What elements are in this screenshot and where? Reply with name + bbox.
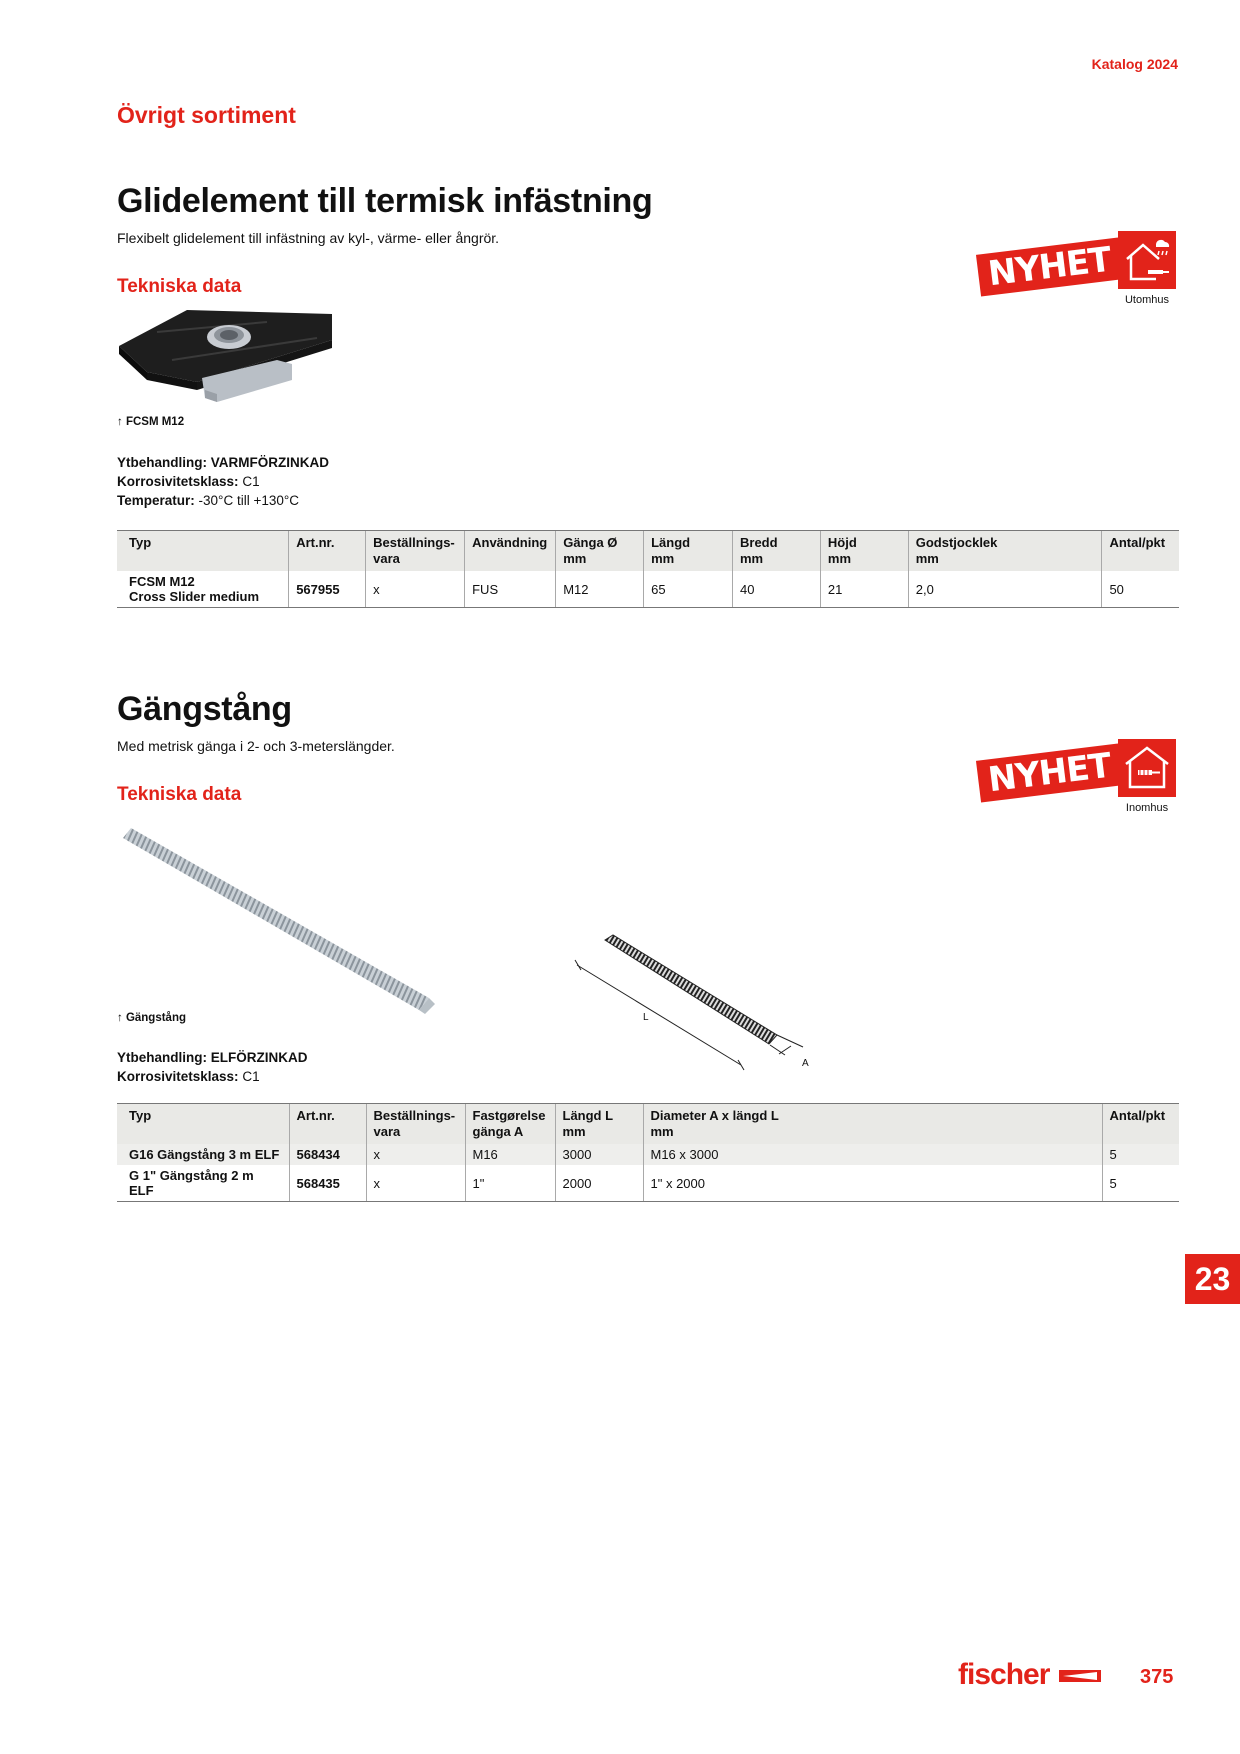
table-row bbox=[117, 1144, 1179, 1165]
catalog-label: Katalog 2024 bbox=[1091, 56, 1178, 72]
table-cell: 568435 bbox=[289, 1165, 366, 1202]
column-header: Diameter A x längd L mm bbox=[643, 1104, 1102, 1145]
column-header: Längd mm bbox=[644, 531, 733, 572]
image-caption: ↑ FCSM M12 bbox=[117, 416, 185, 428]
brand-logo: fischer bbox=[958, 1658, 1101, 1692]
rod-dimension-drawing bbox=[565, 930, 835, 1085]
table-cell: 567955 bbox=[289, 571, 366, 608]
column-header: Art.nr. bbox=[289, 531, 366, 572]
table-cell: M16 x 3000 bbox=[643, 1144, 1102, 1165]
length-label: L bbox=[643, 1012, 649, 1023]
indoor-house-icon bbox=[1118, 739, 1176, 797]
table-cell: 50 bbox=[1102, 571, 1179, 608]
column-header: Fastgørelse gänga A bbox=[465, 1104, 555, 1145]
table-cell: x bbox=[366, 571, 465, 608]
table-cell: 21 bbox=[820, 571, 908, 608]
new-badge: NYHET bbox=[976, 237, 1123, 296]
brand-mark-icon bbox=[1059, 1666, 1101, 1686]
table-header-row bbox=[117, 531, 1179, 572]
spec-surface: Ytbehandling: ELFÖRZINKAD bbox=[117, 1050, 308, 1065]
column-header: Typ bbox=[117, 1104, 289, 1145]
table-header-row bbox=[117, 1104, 1179, 1145]
specs-list bbox=[117, 1048, 308, 1086]
table-cell: 1" x 2000 bbox=[643, 1165, 1102, 1202]
product-table bbox=[117, 530, 1179, 608]
table-cell: FUS bbox=[465, 571, 556, 608]
spec-temperature: Temperatur: -30°C till +130°C bbox=[117, 493, 299, 508]
specs-list bbox=[117, 453, 329, 510]
column-header: Beställnings- vara bbox=[366, 1104, 465, 1145]
tech-data-heading: Tekniska data bbox=[117, 276, 242, 297]
cross-slider-image bbox=[117, 302, 337, 417]
image-caption: ↑ Gängstång bbox=[117, 1012, 187, 1024]
column-header: Antal/pkt bbox=[1102, 1104, 1179, 1145]
table-cell: x bbox=[366, 1144, 465, 1165]
table-cell: M12 bbox=[556, 571, 644, 608]
column-header: Antal/pkt bbox=[1102, 531, 1179, 572]
table-cell: x bbox=[366, 1165, 465, 1202]
table-cell: M16 bbox=[465, 1144, 555, 1165]
column-header: Längd L mm bbox=[555, 1104, 643, 1145]
column-header: Beställnings- vara bbox=[366, 531, 465, 572]
column-header: Gänga Ø mm bbox=[556, 531, 644, 572]
spec-corrosion: Korrosivitetsklass: C1 bbox=[117, 1069, 260, 1084]
diameter-label: A bbox=[802, 1058, 809, 1069]
table-cell: 568434 bbox=[289, 1144, 366, 1165]
table-cell: FCSM M12 Cross Slider medium bbox=[117, 571, 289, 608]
product-title: Glidelement till termisk infästning bbox=[117, 182, 653, 220]
table-cell: 1" bbox=[465, 1165, 555, 1202]
spec-surface: Ytbehandling: VARMFÖRZINKAD bbox=[117, 455, 330, 470]
column-header: Godstjocklek mm bbox=[908, 531, 1102, 572]
table-cell: 3000 bbox=[555, 1144, 643, 1165]
table-cell: 2000 bbox=[555, 1165, 643, 1202]
new-badge: NYHET bbox=[976, 743, 1123, 802]
spec-corrosion: Korrosivitetsklass: C1 bbox=[117, 474, 260, 489]
product-description: Med metrisk gänga i 2- och 3-meterslängder. bbox=[117, 738, 395, 754]
outdoor-house-icon bbox=[1118, 231, 1176, 289]
table-cell: 2,0 bbox=[908, 571, 1102, 608]
column-header: Användning bbox=[465, 531, 556, 572]
table-row bbox=[117, 571, 1179, 608]
product-table bbox=[117, 1103, 1179, 1202]
usage-label: Utomhus bbox=[1124, 294, 1170, 306]
table-cell: 5 bbox=[1102, 1144, 1179, 1165]
column-header: Höjd mm bbox=[820, 531, 908, 572]
tech-data-heading: Tekniska data bbox=[117, 784, 242, 805]
table-cell: G16 Gängstång 3 m ELF bbox=[117, 1144, 289, 1165]
table-cell: 5 bbox=[1102, 1165, 1179, 1202]
product-description: Flexibelt glidelement till infästning av kyl-, värme- eller ångrör. bbox=[117, 230, 500, 246]
column-header: Typ bbox=[117, 531, 289, 572]
page-number: 375 bbox=[1140, 1666, 1174, 1688]
threaded-rod-image bbox=[117, 826, 437, 1021]
table-cell: 40 bbox=[733, 571, 821, 608]
column-header: Bredd mm bbox=[733, 531, 821, 572]
column-header: Art.nr. bbox=[289, 1104, 366, 1145]
section-title: Övrigt sortiment bbox=[117, 102, 296, 128]
table-cell: G 1" Gängstång 2 m ELF bbox=[117, 1165, 289, 1202]
chapter-tab[interactable]: 23 bbox=[1185, 1254, 1240, 1304]
table-cell: 65 bbox=[644, 571, 733, 608]
product-title: Gängstång bbox=[117, 690, 292, 728]
usage-label: Inomhus bbox=[1125, 802, 1169, 814]
table-row bbox=[117, 1165, 1179, 1202]
